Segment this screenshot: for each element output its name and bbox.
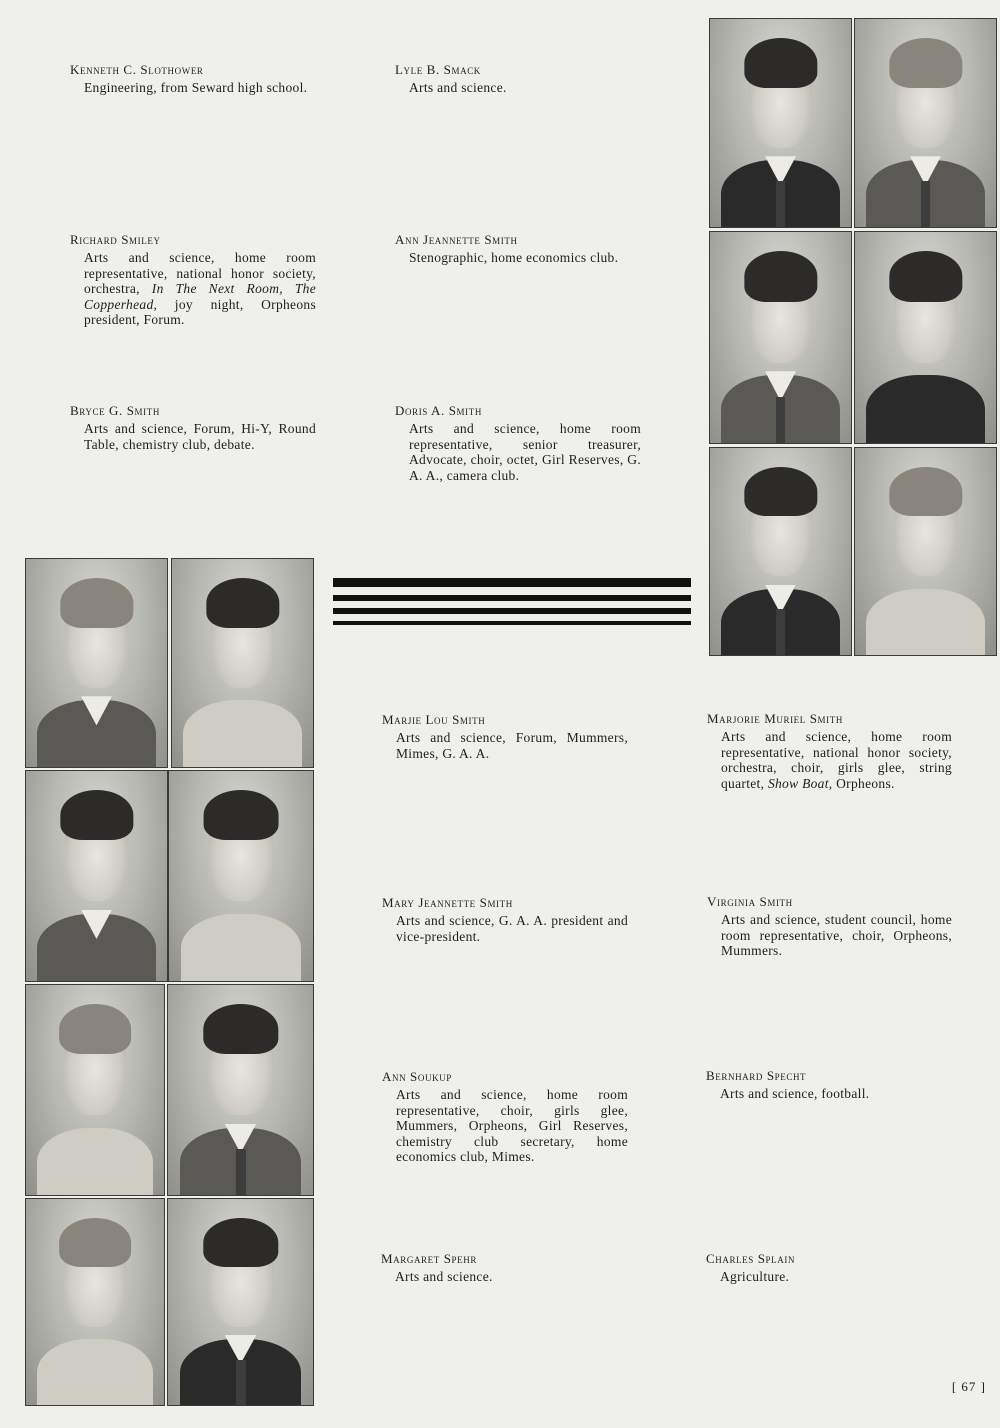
student-activities: Arts and science, Forum, Mummers, Mimes, G. A. A. bbox=[396, 730, 628, 761]
student-name: Doris A. Smith bbox=[395, 403, 482, 418]
student-activities: Arts and science, home room representative, choir, girls glee, Mummers, Orpheons, Girl Reserves, chemistry club secretary, home economics club, Mimes. bbox=[396, 1087, 628, 1164]
student-name: Marjorie Muriel Smith bbox=[707, 711, 843, 726]
student-activities: Engineering, from Seward high school. bbox=[84, 80, 308, 95]
divider bbox=[333, 621, 691, 625]
entry-ann-jeannette-smith bbox=[395, 232, 641, 266]
student-name: Margaret Spehr bbox=[381, 1251, 477, 1266]
entry-doris-smith bbox=[395, 403, 641, 483]
portrait-photo bbox=[854, 447, 997, 656]
entry-charles-splain bbox=[706, 1251, 951, 1285]
portrait-photo bbox=[25, 1198, 165, 1406]
entry-ann-soukup bbox=[382, 1069, 628, 1165]
student-name: Richard Smiley bbox=[70, 232, 161, 247]
entry-virginia-smith bbox=[707, 894, 952, 959]
student-name: Bernhard Specht bbox=[706, 1068, 807, 1083]
entry-marjie-lou-smith bbox=[382, 712, 628, 761]
entry-mary-jeannette-smith bbox=[382, 895, 628, 944]
portrait-photo bbox=[854, 231, 997, 444]
student-name: Charles Splain bbox=[706, 1251, 796, 1266]
divider bbox=[333, 578, 691, 587]
portrait-photo bbox=[167, 984, 314, 1196]
entry-margaret-spehr bbox=[381, 1251, 627, 1285]
student-activities: Arts and science, Forum, Hi-Y, Round Table, chemistry club, debate. bbox=[84, 421, 316, 452]
entry-marjorie-muriel-smith bbox=[707, 711, 952, 791]
portrait-photo bbox=[709, 18, 852, 228]
student-name: Virginia Smith bbox=[707, 894, 793, 909]
portrait-photo bbox=[25, 770, 168, 982]
student-activities: Arts and science, G. A. A. president and vice-president. bbox=[396, 913, 628, 944]
student-name: Ann Soukup bbox=[382, 1069, 452, 1084]
student-activities: Stenographic, home economics club. bbox=[409, 250, 619, 265]
portrait-photo bbox=[171, 558, 314, 768]
student-activities: Arts and science. bbox=[409, 80, 507, 95]
portrait-photo bbox=[854, 18, 997, 228]
student-activities: Arts and science. bbox=[395, 1269, 493, 1284]
entry-bernhard-specht bbox=[706, 1068, 951, 1102]
portrait-photo bbox=[709, 447, 852, 656]
divider bbox=[333, 608, 691, 614]
portrait-photo bbox=[168, 770, 314, 982]
portrait-photo bbox=[709, 231, 852, 444]
student-activities: Arts and science, home room representative, national honor society, orchestra, In The Next Room, The Copperhead, joy night, Orpheons president, Forum. bbox=[84, 250, 317, 327]
entry-lyle-smack bbox=[395, 62, 645, 96]
divider bbox=[333, 595, 691, 601]
portrait-photo bbox=[25, 558, 168, 768]
student-activities: Arts and science, football. bbox=[720, 1086, 870, 1101]
student-name: Lyle B. Smack bbox=[395, 62, 481, 77]
portrait-photo bbox=[25, 984, 165, 1196]
entry-richard-smiley bbox=[70, 232, 316, 328]
entry-bryce-smith bbox=[70, 403, 316, 452]
student-activities: Arts and science, home room representative, senior treasurer, Advocate, choir, octet, Girl Reserves, G. A. A., camera club. bbox=[409, 421, 641, 483]
student-activities: Agriculture. bbox=[720, 1269, 790, 1284]
page-number: [ 67 ] bbox=[951, 1379, 986, 1394]
decorative-rules bbox=[333, 578, 691, 632]
student-name: Bryce G. Smith bbox=[70, 403, 160, 418]
student-name: Ann Jeannette Smith bbox=[395, 232, 518, 247]
student-activities: Arts and science, home room representative, national honor society, orchestra, choir, girls glee, string quartet, Show Boat, Orpheons. bbox=[721, 729, 952, 791]
student-activities: Arts and science, student council, home room representative, choir, Orpheons, Mummers. bbox=[721, 912, 952, 958]
student-name: Kenneth C. Slothower bbox=[70, 62, 204, 77]
student-name: Marjie Lou Smith bbox=[382, 712, 486, 727]
student-name: Mary Jeannette Smith bbox=[382, 895, 513, 910]
entry-kenneth-slothower bbox=[70, 62, 316, 96]
portrait-photo bbox=[167, 1198, 314, 1406]
